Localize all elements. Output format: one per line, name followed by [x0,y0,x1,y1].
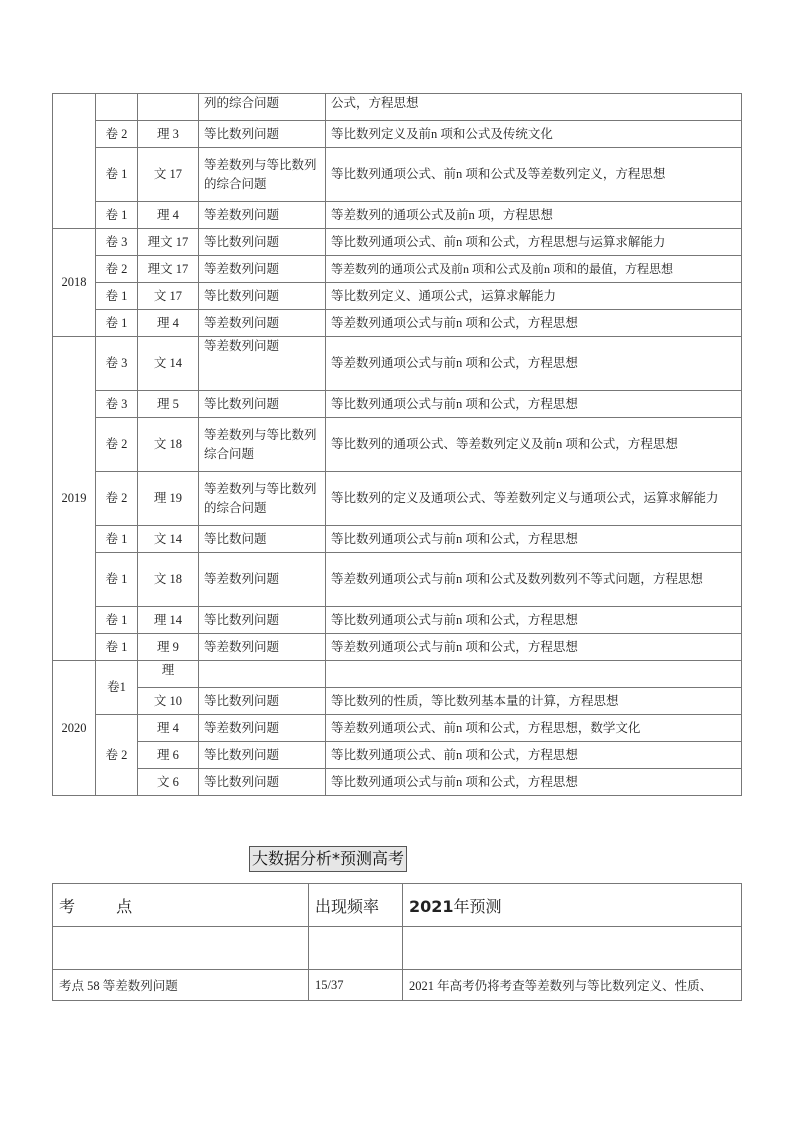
point-cell: 考点 58 等差数列问题 [53,970,309,1001]
paper-cell: 卷 1 [96,148,138,202]
table-row [53,634,742,661]
frequency-table [52,883,742,1001]
table-row [53,927,742,970]
paper-cell: 卷 2 [96,472,138,526]
paper-cell [96,94,138,121]
content-cell: 等差数列的通项公式及前n 项和公式及前n 项和的最值，方程思想 [326,256,742,283]
question-cell [138,94,199,121]
year-cell-continued [53,94,96,229]
content-cell: 等比数列的通项公式、等差数列定义及前n 项和公式，方程思想 [326,418,742,472]
year-cell-2019: 2019 [53,337,96,661]
frequency-cell: 15/37 [309,970,403,1001]
table-row [53,769,742,796]
topic-cell: 等比数列问题 [199,391,326,418]
question-cell: 理文 17 [138,256,199,283]
topic-cell: 等比数列问题 [199,283,326,310]
paper-cell: 卷 1 [96,526,138,553]
topic-cell [199,661,326,688]
year-cell-2020: 2020 [53,661,96,796]
question-cell: 文 14 [138,337,199,391]
topic-cell: 等差数列问题 [199,310,326,337]
question-cell: 理 4 [138,202,199,229]
content-cell: 等差数列通项公式与前n 项和公式，方程思想 [326,634,742,661]
content-cell: 等差数列通项公式与前n 项和公式，方程思想 [326,310,742,337]
table-row [53,661,742,688]
header-prediction-suffix: 年预测 [453,896,502,916]
topic-cell: 等差数列与等比数列的综合问题 [199,472,326,526]
header-prediction-year: 2021 [409,896,454,916]
empty-cell [403,927,742,970]
section-title: 大数据分析*预测高考 [249,846,407,872]
topic-cell: 等差数列与等比数列综合问题 [199,418,326,472]
question-cell: 文 14 [138,526,199,553]
question-cell: 理 5 [138,391,199,418]
question-cell: 理 9 [138,634,199,661]
question-cell: 理 14 [138,607,199,634]
table-row [53,418,742,472]
topic-cell: 等差数列问题 [199,634,326,661]
question-cell: 文 17 [138,148,199,202]
exam-history-table [52,93,742,796]
table-row [53,121,742,148]
table-row [53,148,742,202]
topic-cell: 等差数列问题 [199,553,326,607]
paper-cell: 卷 1 [96,283,138,310]
content-cell: 公式，方程思想 [326,94,742,121]
topic-cell: 等差数列问题 [199,202,326,229]
paper-cell: 卷1 [96,661,138,715]
header-point: 考 点 [53,884,309,927]
table-row [53,742,742,769]
table-header-row [53,884,742,927]
content-cell: 等比数列定义及前n 项和公式及传统文化 [326,121,742,148]
content-cell: 等差数列通项公式与前n 项和公式，方程思想 [326,337,742,391]
content-cell: 等比数列的定义及通项公式、等差数列定义与通项公式，运算求解能力 [326,472,742,526]
topic-cell: 等差数列问题 [199,256,326,283]
topic-cell: 等比数列问题 [199,769,326,796]
paper-cell: 卷 1 [96,553,138,607]
content-cell: 等比数列通项公式、前n 项和公式及等差数列定义，方程思想 [326,148,742,202]
content-cell: 等比数列通项公式、前n 项和公式，方程思想 [326,742,742,769]
paper-cell: 卷 3 [96,337,138,391]
question-cell: 理 4 [138,310,199,337]
table-row [53,391,742,418]
question-cell: 理文 17 [138,229,199,256]
topic-cell: 等比数列问题 [199,121,326,148]
question-cell: 理 [138,661,199,688]
table-row [53,607,742,634]
content-cell [326,661,742,688]
prediction-cell: 2021 年高考仍将考查等差数列与等比数列定义、性质、 [403,970,742,1001]
paper-cell: 卷 2 [96,418,138,472]
paper-cell: 卷 1 [96,634,138,661]
header-frequency: 出现频率 [309,884,403,927]
content-cell: 等比数列的性质，等比数列基本量的计算，方程思想 [326,688,742,715]
content-cell: 等差数列的通项公式及前n 项，方程思想 [326,202,742,229]
question-cell: 理 3 [138,121,199,148]
topic-cell: 等差数列与等比数列的综合问题 [199,148,326,202]
table-row [53,229,742,256]
paper-cell: 卷 1 [96,607,138,634]
paper-cell: 卷 3 [96,391,138,418]
content-cell: 等比数列定义、通项公式，运算求解能力 [326,283,742,310]
question-cell: 理 6 [138,742,199,769]
topic-cell: 等差数列问题 [199,715,326,742]
question-cell: 文 6 [138,769,199,796]
table-row [53,970,742,1001]
header-prediction [403,884,742,927]
table-row [53,202,742,229]
content-cell: 等比数列通项公式、前n 项和公式，方程思想与运算求解能力 [326,229,742,256]
topic-cell: 等比数列问题 [199,742,326,769]
content-cell: 等差数列通项公式与前n 项和公式及数列数列不等式问题，方程思想 [326,553,742,607]
table-row [53,688,742,715]
table-row [53,526,742,553]
paper-cell: 卷 2 [96,256,138,283]
question-cell: 理 19 [138,472,199,526]
content-cell: 等比数列通项公式与前n 项和公式，方程思想 [326,607,742,634]
table-row [53,553,742,607]
topic-cell: 等比数列问题 [199,607,326,634]
content-cell: 等比数列通项公式与前n 项和公式，方程思想 [326,526,742,553]
question-cell: 文 18 [138,553,199,607]
question-cell: 理 4 [138,715,199,742]
question-cell: 文 18 [138,418,199,472]
paper-cell: 卷 2 [96,715,138,796]
table-row [53,256,742,283]
content-cell: 等比数列通项公式与前n 项和公式，方程思想 [326,391,742,418]
empty-cell [309,927,403,970]
question-cell: 文 17 [138,283,199,310]
topic-cell: 列的综合问题 [199,94,326,121]
year-cell-2018: 2018 [53,229,96,337]
topic-cell: 等比数问题 [199,526,326,553]
topic-cell: 等比数列问题 [199,229,326,256]
topic-cell: 等比数列问题 [199,688,326,715]
paper-cell: 卷 1 [96,310,138,337]
table-row [53,337,742,391]
table-row [53,310,742,337]
content-cell: 等差数列通项公式、前n 项和公式，方程思想，数学文化 [326,715,742,742]
paper-cell: 卷 2 [96,121,138,148]
paper-cell: 卷 3 [96,229,138,256]
paper-cell: 卷 1 [96,202,138,229]
table-row [53,283,742,310]
question-cell: 文 10 [138,688,199,715]
content-cell: 等比数列通项公式与前n 项和公式，方程思想 [326,769,742,796]
empty-cell [53,927,309,970]
table-row [53,715,742,742]
table-row [53,94,742,121]
table-row [53,472,742,526]
topic-cell: 等差数列问题 [199,337,326,391]
